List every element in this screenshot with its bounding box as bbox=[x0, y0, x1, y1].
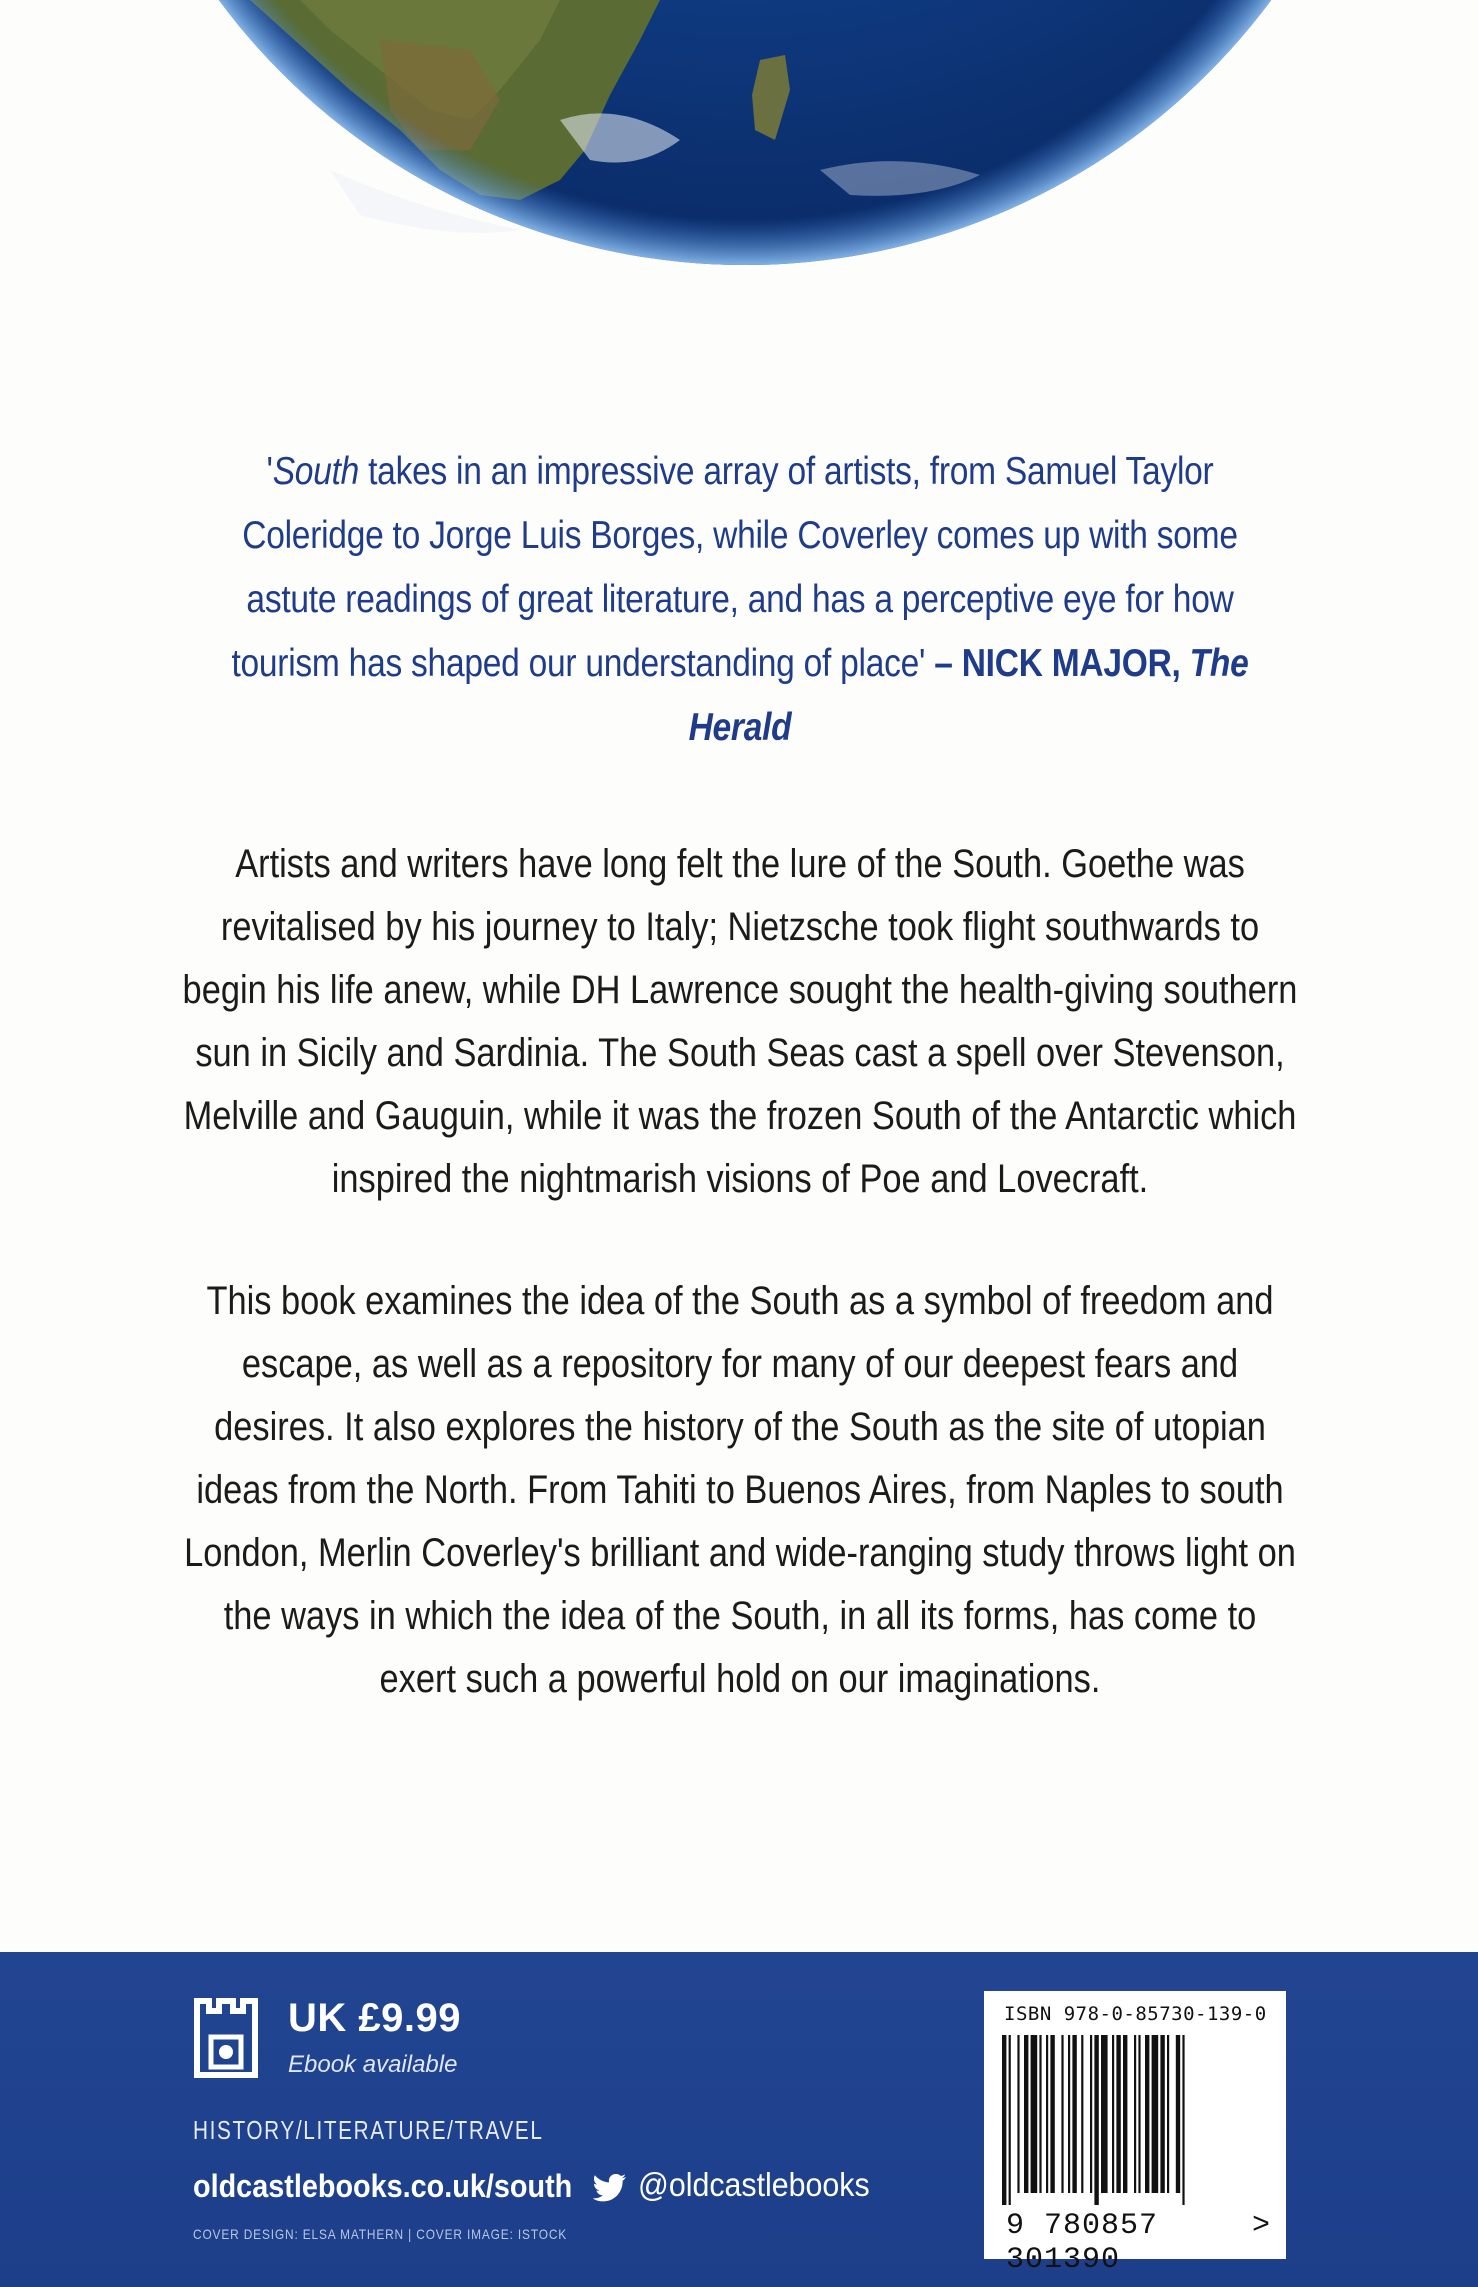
castle-tower-icon bbox=[193, 1997, 259, 2079]
barcode-bar bbox=[1134, 2035, 1136, 2193]
barcode-bar bbox=[1145, 2035, 1149, 2193]
barcode-bar bbox=[1112, 2035, 1114, 2193]
barcode-bar bbox=[1002, 2035, 1006, 2205]
review-quote bbox=[198, 440, 1282, 760]
ebook-availability: Ebook available bbox=[288, 2051, 458, 2078]
barcode-bar bbox=[1123, 2035, 1127, 2193]
barcode-arrow: > bbox=[1252, 2209, 1271, 2243]
barcode-bar bbox=[1167, 2035, 1169, 2193]
footer-band bbox=[0, 1952, 1478, 2287]
barcode-bar bbox=[1046, 2035, 1048, 2193]
blurb-paragraph-2: This book examines the idea of the South as a symbol of freedom and escape, as well as a repository for many of our deepest fears and desires. It also explores the history of the South as the site of utopian ideas from the North. From Tahiti to Buenos Aires, from Naples to south London, Merlin Coverley's brilliant and wide-ranging study throws light on the ways in which the idea of the South, in all its forms, has come to exert such a powerful hold on our imaginations. bbox=[184, 1279, 1296, 1701]
barcode-bar bbox=[1031, 2035, 1038, 2193]
barcode-bar bbox=[1009, 2035, 1011, 2205]
barcode-bar bbox=[1152, 2035, 1159, 2193]
quote-attribution-name: – NICK MAJOR, bbox=[934, 642, 1181, 685]
barcode-number: 9 780857 301390 bbox=[1006, 2209, 1159, 2277]
barcode-bar bbox=[1061, 2035, 1063, 2193]
category-label: HISTORY/LITERATURE/TRAVEL bbox=[193, 2115, 544, 2145]
barcode-bar bbox=[1050, 2035, 1054, 2193]
barcode-bar bbox=[1101, 2035, 1108, 2193]
barcode-bar bbox=[1116, 2035, 1120, 2193]
barcode-bar bbox=[1081, 2035, 1083, 2193]
barcode-bar bbox=[1160, 2035, 1164, 2193]
twitter-bird-icon bbox=[593, 2174, 627, 2202]
quote-attribution-source: The Herald bbox=[688, 642, 1249, 749]
barcode-bar bbox=[1090, 2035, 1092, 2193]
barcode-bar bbox=[1017, 2035, 1019, 2193]
barcode-panel bbox=[984, 1991, 1286, 2277]
barcode-bar bbox=[1072, 2035, 1076, 2193]
barcode-bar bbox=[1024, 2035, 1028, 2193]
barcode-bar bbox=[1138, 2035, 1140, 2193]
website-link[interactable]: oldcastlebooks.co.uk/south bbox=[193, 2168, 573, 2204]
barcode-bar bbox=[1068, 2035, 1070, 2193]
blurb-paragraph-1: Artists and writers have long felt the lure of the South. Goethe was revitalised by his journey to Italy; Nietzsche took flight southwards to begin his life anew, while DH Lawrence sought the health-giving southern sun in Sicily and Sardinia. The South Seas cast a spell over Stevenson, Melville and Gauguin, while it was the frozen South of the Antarctic which inspired the nightmarish visions of Poe and Lovecraft. bbox=[182, 842, 1298, 1201]
barcode bbox=[1000, 2035, 1254, 2205]
quote-open-mark: ' bbox=[266, 450, 273, 493]
twitter-handle-link[interactable]: @oldcastlebooks bbox=[638, 2166, 870, 2203]
price-label: UK £9.99 bbox=[288, 1996, 461, 2040]
barcode-bar bbox=[1039, 2035, 1041, 2193]
quote-book-title: South bbox=[272, 450, 360, 493]
barcode-bar bbox=[1094, 2035, 1098, 2205]
isbn-label: ISBN 978-0-85730-139-0 bbox=[1004, 2003, 1267, 2025]
earth-globe-image bbox=[0, 0, 1478, 300]
cover-credits: COVER DESIGN: ELSA MATHERN | COVER IMAGE: ISTOCK bbox=[193, 2226, 568, 2242]
barcode-bar bbox=[1176, 2035, 1180, 2193]
barcode-bar bbox=[1182, 2035, 1184, 2205]
quote-text: takes in an impressive array of artists, from Samuel Taylor Coleridge to Jorge Luis Borges, while Coverley comes up with some astute readings of great literature, and has a perceptive eye for how tourism has shaped our understanding of place' bbox=[231, 450, 1238, 685]
